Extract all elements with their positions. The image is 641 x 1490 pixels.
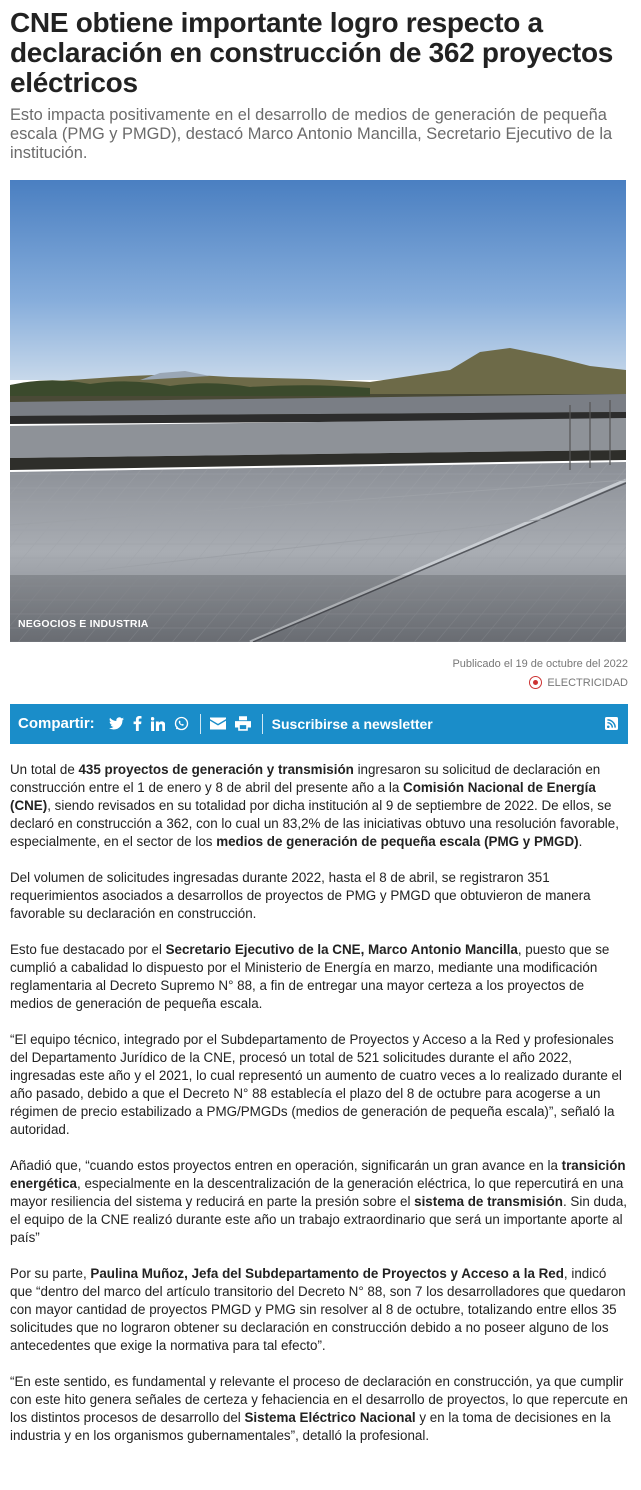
facebook-icon[interactable] [133, 716, 142, 731]
rss-icon[interactable] [605, 717, 618, 730]
paragraph-text: ingresaron su solicitud de declaración en construcción entre el 1 de enero y 8 de abril del presente año a la [10, 761, 601, 795]
paragraph-text: . Sin duda, el equipo de la CNE realizó durante este año un trabajo extraordinario que será un importante aporte al país” [10, 1193, 628, 1245]
paragraph-text: Por su parte, [10, 1265, 91, 1281]
paragraph-text: , especialmente en la descentralización de la generación eléctrica, lo que repercutirá en una mayor resiliencia del sistema y reducirá en parte la presión sobre el [10, 1175, 624, 1209]
publish-date: Publicado el 19 de octubre del 2022 [452, 658, 628, 670]
paragraph-text: y en la toma de decisiones en la industria y en los organismos gubernamentales”, detalló la profesional. [10, 1409, 611, 1443]
bold-text: transición energética [10, 1157, 626, 1191]
article-subtitle: Esto impacta positivamente en el desarrollo de medios de generación de pequeña escala (PMG y PMGD), destacó Marco Antonio Mancilla, Secretario Ejecutivo de la institución. [10, 106, 613, 162]
share-separator [200, 714, 201, 734]
article-paragraph [10, 1031, 628, 1139]
bold-text: Paulina Muñoz, Jefa del Subdepartamento de Proyectos y Acceso a la Red [90, 1265, 564, 1281]
paragraph-text: , indicó que “dentro del marco del artículo transitorio del Decreto N° 88, son 7 los desarrolladores que quedaron con mayor cantidad de proyectos PMGD y PMG sin resolver al 8 de octubre, totalizando entre ellos 35 solicitudes que no lograron obtener su declaración en construcción debido a no poseer alguno de los antecedentes que exige la normativa para tal efecto”. [10, 1265, 626, 1353]
bold-text: 435 proyectos de generación y transmisión [78, 761, 354, 777]
email-icon[interactable] [210, 717, 226, 730]
article-paragraph [10, 1373, 628, 1445]
share-bar [10, 704, 628, 744]
paragraph-text: , siendo revisados en su totalidad por dicha institución al 9 de septiembre de 2022. De ellos, se declaró en construcción a 362, con lo cual un 83,2% de las iniciativas obtuvo una resolución favorable, especialmente, en el sector de los [10, 797, 619, 849]
paragraph-text: Un total de [10, 761, 79, 777]
article-body [10, 761, 628, 1445]
article-paragraph [10, 869, 628, 923]
twitter-icon[interactable] [109, 717, 124, 730]
bold-text: Comisión Nacional de Energía (CNE) [10, 779, 596, 813]
article-paragraph [10, 761, 628, 851]
share-separator [262, 714, 263, 734]
solar-panels-image [10, 180, 626, 642]
paragraph-text: Del volumen de solicitudes ingresadas durante 2022, hasta el 8 de abril, se registraron 351 requerimientos asociados a desarrollos de proyectos de PMG y PMGD que obtuvieron de manera favorable su declaración en construcción. [10, 869, 591, 921]
whatsapp-icon[interactable] [174, 716, 189, 731]
paragraph-text: “En este sentido, es fundamental y relevante el proceso de declaración en construcción, ya que cumplir con este hito genera señales de certeza y fehaciencia en el desarrollo de proyectos, lo que repercute en los distintos procesos de desarrollo del [10, 1373, 628, 1425]
article-meta [10, 655, 628, 692]
paragraph-text: “El equipo técnico, integrado por el Subdepartamento de Proyectos y Acceso a la Red y profesionales del Departamento Jurídico de la CNE, procesó un total de 521 solicitudes durante el año 2022, ingresadas este año y el 2021, lo cual representó un aumento de cuatro veces a lo realizado durante el año pasado, debido a que el Decreto N° 88 establecía el plazo del 8 de octubre para acogerse a un régimen de precio estabilizado a PMG/PMGDs (medios de generación de pequeña escala)”, señaló la autoridad. [10, 1031, 622, 1137]
article-paragraph [10, 1265, 628, 1355]
article-paragraph [10, 1157, 628, 1247]
paragraph-text: , puesto que se cumplió a cabalidad lo dispuesto por el Ministerio de Energía en marzo, mediante una modificación reglamentaria al Decreto Supremo N° 88, a fin de entregar una mayor certeza a los proyectos de medios de generación de pequeña escala. [10, 941, 610, 1011]
paragraph-text: Añadió que, “cuando estos proyectos entren en operación, significarán un gran avance en la [10, 1157, 562, 1173]
category-link[interactable] [529, 674, 628, 692]
paragraph-text: Esto fue destacado por el [10, 941, 166, 957]
bold-text: Secretario Ejecutivo de la CNE, Marco Antonio Mancilla [165, 941, 518, 957]
article-title: CNE obtiene importante logro respecto a declaración en construcción de 362 proyectos eléctricos [10, 7, 614, 98]
image-category-tag[interactable]: NEGOCIOS E INDUSTRIA [18, 618, 149, 630]
paragraph-text: . [578, 833, 583, 849]
article-paragraph [10, 941, 628, 1013]
share-label: Compartir: [18, 715, 95, 732]
category-label[interactable]: ELECTRICIDAD [547, 676, 628, 689]
category-icon [529, 676, 542, 689]
bold-text: Sistema Eléctrico Nacional [244, 1409, 416, 1425]
bold-text: sistema de transmisión [414, 1193, 563, 1209]
article-photo[interactable] [10, 180, 626, 642]
newsletter-link[interactable]: Suscribirse a newsletter [271, 715, 433, 732]
print-icon[interactable] [235, 716, 251, 731]
linkedin-icon[interactable] [151, 717, 165, 731]
bold-text: medios de generación de pequeña escala (PMG y PMGD) [216, 833, 579, 849]
article [10, 8, 628, 1463]
